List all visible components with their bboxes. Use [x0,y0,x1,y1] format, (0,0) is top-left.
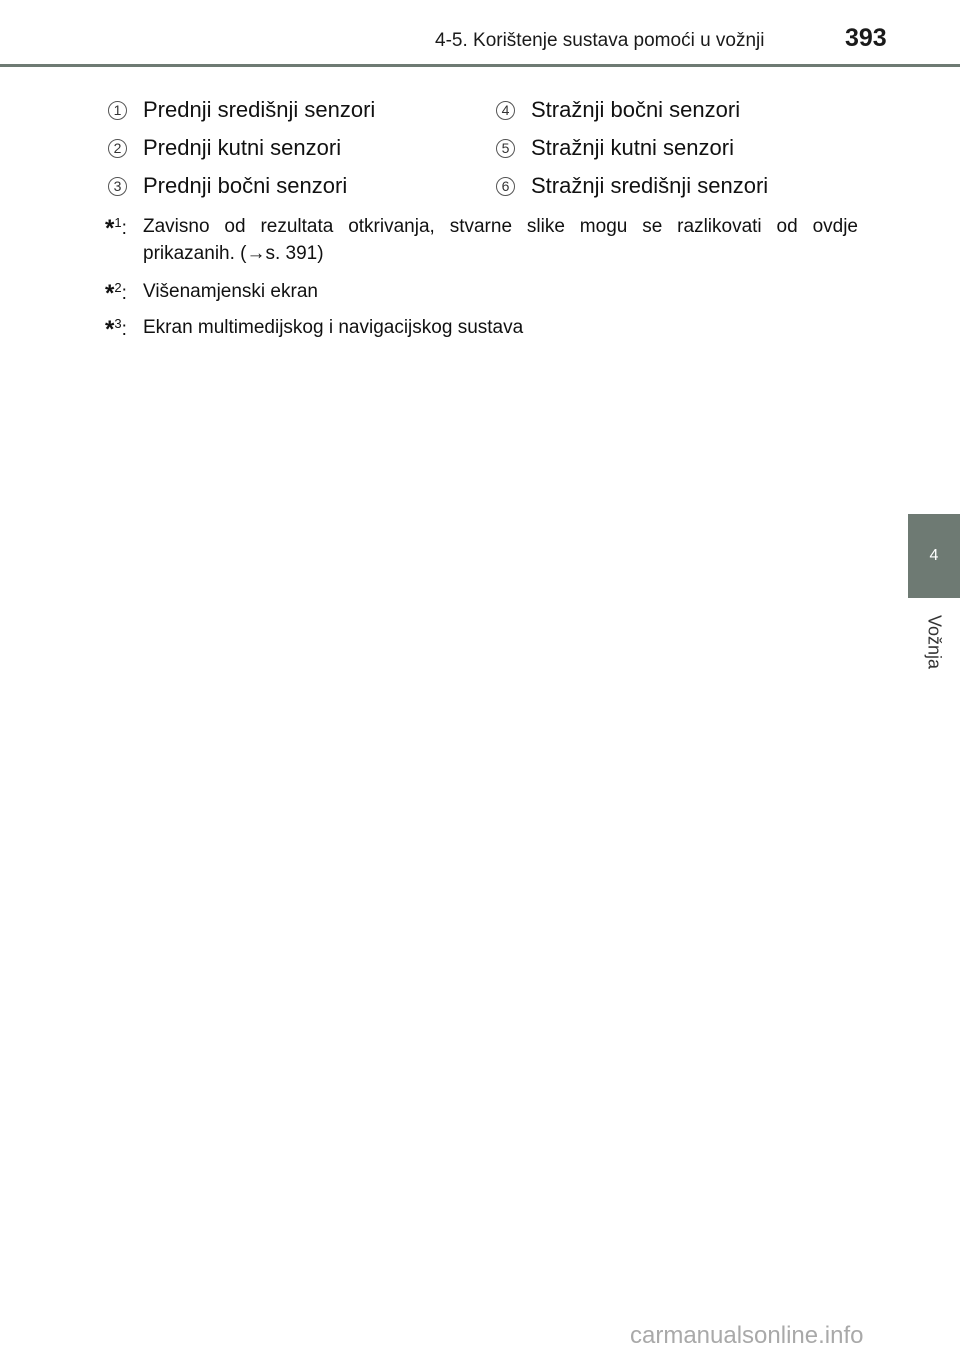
watermark: carmanualsonline.info [630,1322,864,1349]
footnote-text: Zavisno od rezultata otkrivanja, stvarne slike mogu se razlikovati od ovdje prikazanih. (→s. 391) [143,216,858,264]
legend-item-rear-corner [496,135,734,161]
legend-number-badge: 2 [108,139,127,158]
legend-item-rear-side [496,97,740,123]
legend-label: Stražnji središnji senzori [531,173,769,198]
footnote-text: Višenamjenski ekran [143,281,318,302]
chapter-number: 4 [929,547,939,564]
chapter-tab [908,514,960,598]
legend-label: Prednji bočni senzori [143,173,348,198]
legend-number-badge: 1 [108,101,127,120]
page-number: 393 [845,24,887,52]
footnote-marker: *$^2$: [105,280,127,307]
footnote-1 [105,213,858,267]
legend-number-badge: 3 [108,177,127,196]
footnote-2 [105,278,318,308]
footnote-text: Ekran multimedijskog i navigacijskog sustava [143,317,524,338]
chapter-label: Vožnja [924,614,945,670]
legend-item-front-center [108,97,375,123]
footnote-marker: *$^3$: [105,316,127,343]
legend-label: Prednji središnji senzori [143,97,376,122]
legend-number-badge: 4 [496,101,515,120]
header-divider [0,64,960,67]
legend-item-front-corner [108,135,341,161]
section-title: 4-5. Korištenje sustava pomoći u vožnji [435,30,765,51]
footnote-3 [105,314,523,344]
legend-number-badge: 5 [496,139,515,158]
legend-number-badge: 6 [496,177,515,196]
legend-item-rear-center [496,173,768,199]
legend-label: Stražnji bočni senzori [531,97,741,122]
legend-label: Stražnji kutni senzori [531,135,734,160]
legend-item-front-side [108,173,347,199]
legend-label: Prednji kutni senzori [143,135,342,160]
footnote-marker: *$^1$: [105,215,127,242]
